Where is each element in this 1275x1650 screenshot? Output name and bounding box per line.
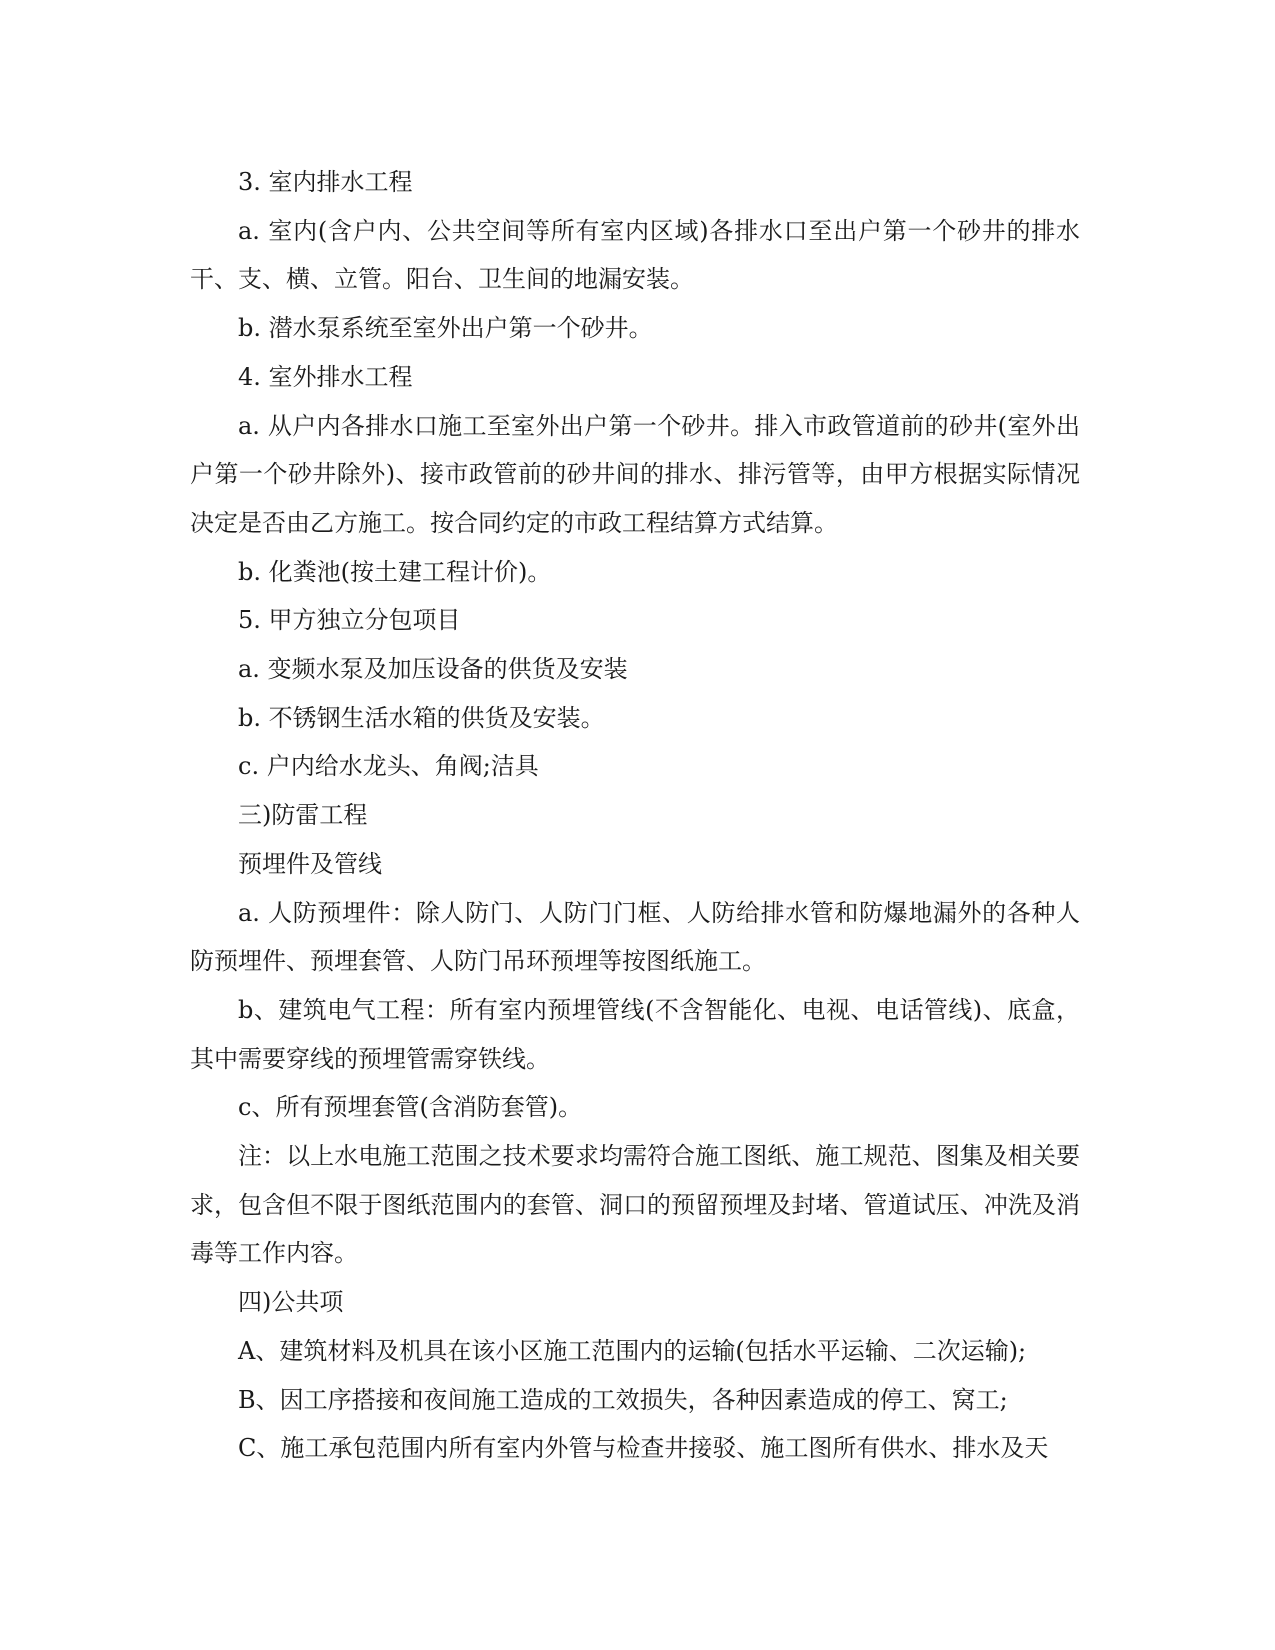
paragraph-embedded-c: c、所有预埋套管(含消防套管)。: [238, 1093, 583, 1122]
paragraph-outdoor-drainage-a: a. 从户内各排水口施工至室外出户第一个砂井。排入市政管道前的砂井(室外出户第一个砂井除外)、接市政管前的砂井间的排水、排污管等，由甲方根据实际情况决定是否由乙方施工。按合同约定的市政工程结算方式结算。: [190, 411, 1080, 537]
paragraph-common-a: A、建筑材料及机具在该小区施工范围内的运输(包括水平运输、二次运输);: [238, 1336, 1027, 1365]
document-body: [190, 158, 1080, 1473]
section-heading-lightning: 三)防雷工程: [238, 801, 368, 830]
paragraph-subcontract-b: b. 不锈钢生活水箱的供货及安装。: [238, 703, 605, 732]
paragraph-indoor-drainage-a: a. 室内(含户内、公共空间等所有室内区域)各排水口至出户第一个砂井的排水干、支、横、立管。阳台、卫生间的地漏安装。: [190, 216, 1080, 294]
paragraph-subcontract-a: a. 变频水泵及加压设备的供货及安装: [238, 655, 628, 684]
paragraph-subcontract-c: c. 户内给水龙头、角阀;洁具: [238, 752, 539, 781]
paragraph-embedded-b: b、建筑电气工程：所有室内预埋管线(不含智能化、电视、电话管线)、底盒，其中需要穿线的预埋管需穿铁线。: [190, 995, 1080, 1073]
paragraph-indoor-drainage-b: b. 潜水泵系统至室外出户第一个砂井。: [238, 314, 653, 343]
section-heading-outdoor-drainage: 4. 室外排水工程: [238, 362, 413, 391]
section-heading-indoor-drainage: 3. 室内排水工程: [238, 168, 413, 196]
paragraph-common-c: C、施工承包范围内所有室内外管与检查井接驳、施工图所有供水、排水及天: [238, 1434, 1049, 1463]
paragraph-outdoor-drainage-b: b. 化粪池(按土建工程计价)。: [238, 557, 552, 586]
paragraph-common-b: B、因工序搭接和夜间施工造成的工效损失，各种因素造成的停工、窝工;: [238, 1385, 1008, 1414]
section-heading-subcontract: 5. 甲方独立分包项目: [238, 606, 461, 635]
section-heading-common-items: 四)公共项: [238, 1288, 344, 1317]
paragraph-note: 注：以上水电施工范围之技术要求均需符合施工图纸、施工规范、图集及相关要求，包含但不限于图纸范围内的套管、洞口的预留预埋及封堵、管道试压、冲洗及消毒等工作内容。: [190, 1142, 1080, 1268]
subheading-embedded-parts: 预埋件及管线: [238, 849, 382, 878]
paragraph-embedded-a: a. 人防预埋件：除人防门、人防门门框、人防给排水管和防爆地漏外的各种人防预埋件、预埋套管、人防门吊环预埋等按图纸施工。: [190, 898, 1080, 976]
